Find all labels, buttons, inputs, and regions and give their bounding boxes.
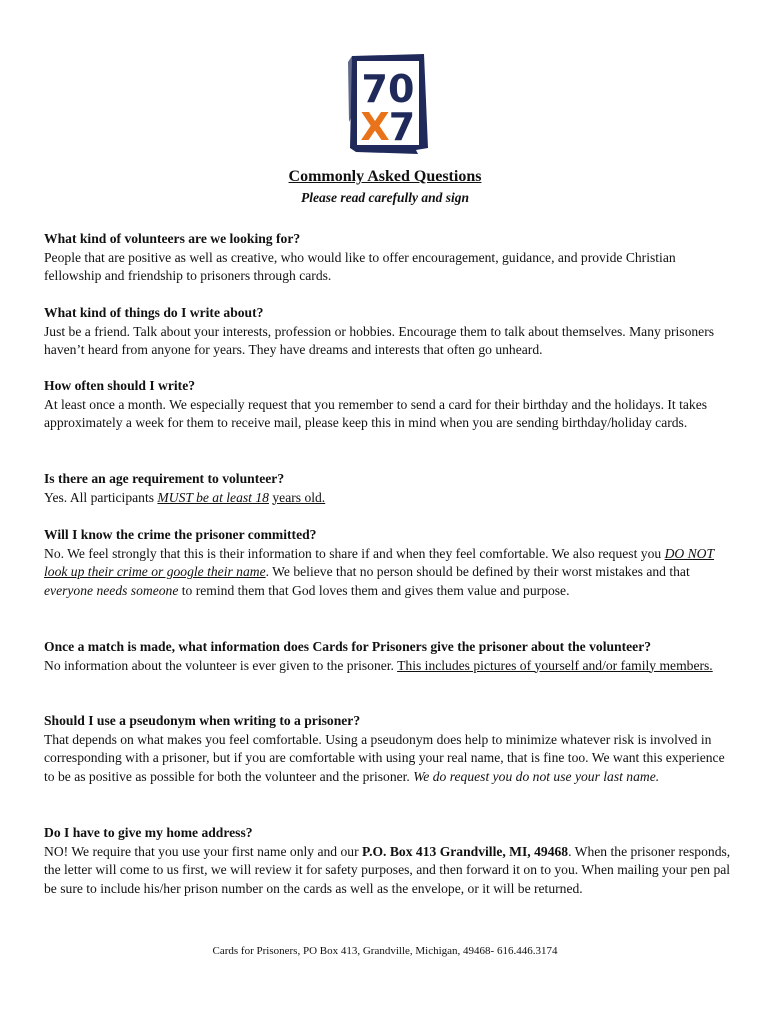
faq-question: What kind of things do I write about? — [44, 305, 264, 320]
organization-logo — [346, 52, 430, 156]
page-footer: Cards for Prisoners, PO Box 413, Grandville, Michigan, 49468- 616.446.3174 — [212, 945, 558, 957]
answer-text: No information about the volunteer is ever given to the prisoner. — [44, 657, 398, 673]
answer-text: That depends on what makes you feel comfortable. Using a pseudonym does help to minimize whatever risk is involved in corresponding with a prisoner, but if you are comfortable with using your real name, that is fine too. We want this experience to be as positive as possible for both the volunteer and the prisoner. — [44, 731, 725, 784]
faq-item — [44, 526, 734, 600]
page-subtitle: Please read carefully and sign — [301, 190, 469, 205]
faq-answer — [44, 731, 734, 787]
answer-emphasis: DO NOT look up their crime or google their name — [44, 545, 715, 580]
answer-emphasis: This includes pictures of yourself and/or family members. — [397, 657, 713, 673]
faq-item — [44, 824, 734, 898]
faq-answer — [44, 657, 734, 676]
faq-answer — [44, 489, 734, 508]
answer-text: . When the prisoner responds, the letter will come to us first, we will review it for safety purposes, and then forward it on to you. When mailing your pen pal be sure to include his/her prison number on the cards as well as the envelope, or it will be returned. — [44, 843, 731, 896]
faq-question: What kind of volunteers are we looking for? — [44, 231, 301, 246]
answer-text: NO! We require that you use your first name only and our — [44, 843, 363, 859]
answer-text: to remind them that God loves them and gives them value and purpose. — [178, 582, 570, 598]
answer-emphasis: We do request you do not use your last name. — [413, 768, 660, 784]
answer-emphasis: MUST be at least 18 — [157, 489, 269, 505]
faq-item — [44, 638, 734, 675]
answer-emphasis: years old. — [272, 489, 326, 505]
logo-line1: 70 — [361, 67, 415, 111]
faq-item — [44, 377, 734, 433]
answer-text: . We believe that no person should be defined by their worst mistakes and that — [265, 564, 690, 580]
faq-answer — [44, 545, 734, 601]
page-title: Commonly Asked Questions — [288, 168, 482, 185]
faq-question: Once a match is made, what information does Cards for Prisoners give the prisoner about the volunteer? — [44, 639, 652, 654]
faq-question: Do I have to give my home address? — [44, 825, 253, 840]
faq-item — [44, 304, 734, 360]
faq-question: Is there an age requirement to volunteer? — [44, 471, 285, 486]
answer-emphasis: everyone needs someone — [44, 582, 179, 598]
faq-item — [44, 470, 734, 507]
logo-line2-number: 7 — [388, 105, 416, 149]
faq-answer: Just be a friend. Talk about your interests, profession or hobbies. Encourage them to talk about themselves. Many prisoners haven’t heard from anyone for years. They have dreams and interests that often go unheard. — [44, 323, 715, 358]
faq-question: How often should I write? — [44, 378, 196, 393]
faq-answer: People that are positive as well as creative, who would like to offer encouragement, guidance, and provide Christian fellowship and friendship to prisoners through cards. — [44, 249, 676, 284]
answer-text: No. We feel strongly that this is their information to share if and when they feel comfortable. We also request you — [44, 545, 665, 561]
faq-answer: At least once a month. We especially request that you remember to send a card for their birthday and the holidays. It takes approximately a week for them to receive mail, please keep this in mind when you are sending birthday/holiday cards. — [44, 396, 708, 431]
faq-answer — [44, 843, 734, 899]
po-box-address: P.O. Box 413 Grandville, MI, 49468 — [362, 843, 569, 859]
faq-question: Will I know the crime the prisoner committed? — [44, 527, 317, 542]
logo-x: X — [360, 105, 390, 149]
faq-item — [44, 712, 734, 786]
answer-text: Yes. All participants — [44, 489, 158, 505]
faq-item — [44, 230, 734, 286]
faq-question: Should I use a pseudonym when writing to a prisoner? — [44, 713, 361, 728]
